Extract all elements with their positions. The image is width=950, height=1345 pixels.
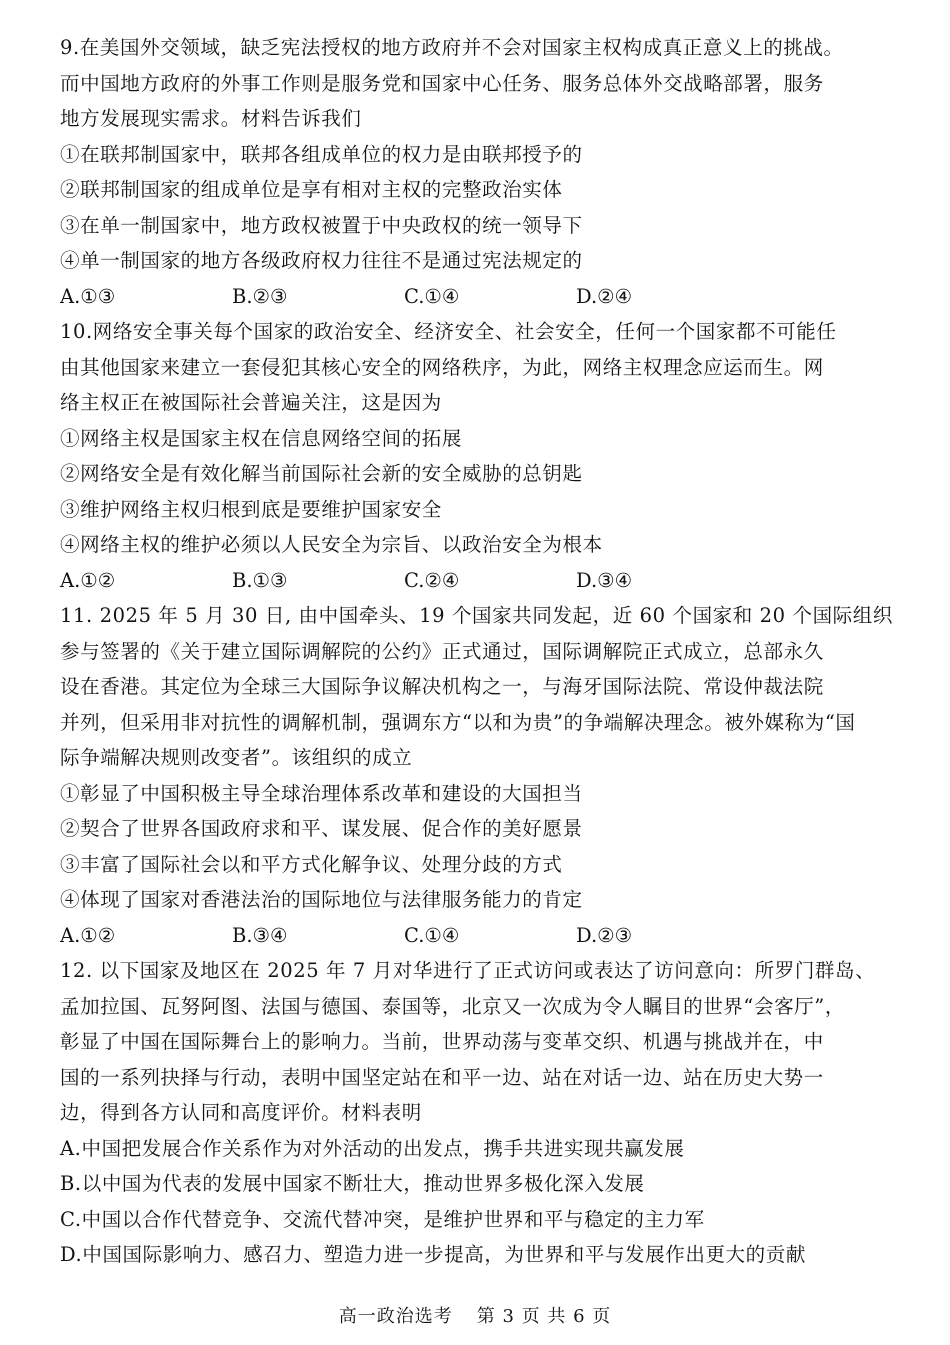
option-d: D.③④	[576, 568, 633, 592]
option-d: D.②④	[576, 284, 633, 308]
option-b: B.②③	[232, 284, 288, 308]
option-b: B.①③	[232, 568, 288, 592]
question-11-stem-line: 际争端解决规则改变者”。该组织的成立	[60, 746, 413, 769]
option-a: A.①②	[60, 568, 116, 592]
question-12-choice-b: B.以中国为代表的发展中国家不断壮大，推动世界多极化深入发展	[60, 1172, 645, 1195]
question-11-item: ④体现了国家对香港法治的国际地位与法律服务能力的肯定	[60, 888, 583, 911]
option-d: D.②③	[576, 923, 633, 947]
question-11	[60, 598, 893, 953]
question-10-options	[60, 563, 890, 599]
question-9-item: ①在联邦制国家中，联邦各组成单位的权力是由联邦授予的	[60, 142, 583, 166]
question-11-item: ①彰显了中国积极主导全球治理体系改革和建设的大国担当	[60, 781, 583, 805]
question-11-stem-line: 并列，但采用非对抗性的调解机制，强调东方“以和为贵”的争端解决理念。被外媒称为“国	[60, 710, 856, 734]
question-11-options	[60, 918, 890, 954]
question-12-stem-line: 边，得到各方认同和高度评价。材料表明	[60, 1101, 422, 1124]
footer-subject: 高一政治选考	[338, 1306, 453, 1327]
question-9-item: ④单一制国家的地方各级政府权力往往不是通过宪法规定的	[60, 249, 583, 272]
option-c: C.②④	[404, 568, 460, 592]
exam-page	[60, 30, 893, 1273]
question-11-item: ③丰富了国际社会以和平方式化解争议、处理分歧的方式	[60, 852, 563, 876]
question-9	[60, 30, 890, 314]
question-10-item: ②网络安全是有效化解当前国际社会新的安全威胁的总钥匙	[60, 462, 583, 485]
question-9-item: ②联邦制国家的组成单位是享有相对主权的完整政治实体	[60, 178, 563, 201]
option-c: C.①④	[404, 284, 460, 308]
question-9-item: ③在单一制国家中，地方政权被置于中央政权的统一领导下	[60, 213, 583, 237]
question-12-choice-a: A.中国把发展合作关系作为对外活动的出发点，携手共进实现共赢发展	[60, 1136, 685, 1160]
question-12-choice-d: D.中国国际影响力、感召力、塑造力进一步提高，为世界和平与发展作出更大的贡献	[60, 1243, 806, 1266]
question-11-stem-line: 11. 2025 年 5 月 30 日, 由中国牵头、19 个国家共同发起，近 60 个国家和 20 个国际组织	[60, 604, 893, 627]
question-9-stem-line: 9.在美国外交领域，缺乏宪法授权的地方政府并不会对国家主权构成真正意义上的挑战。	[60, 36, 844, 59]
question-12-choice-c: C.中国以合作代替竞争、交流代替冲突，是维护世界和平与稳定的主力军	[60, 1207, 705, 1231]
question-9-stem-line: 地方发展现实需求。材料告诉我们	[60, 107, 362, 130]
footer-page-number: 第 3 页 共 6 页	[476, 1306, 612, 1327]
question-10-item: ③维护网络主权归根到底是要维护国家安全	[60, 497, 442, 521]
question-10-item: ①网络主权是国家主权在信息网络空间的拓展	[60, 426, 463, 450]
option-a: A.①②	[60, 923, 116, 947]
question-12-stem-line: 国的一系列抉择与行动，表明中国坚定站在和平一边、站在对话一边、站在历史大势一	[60, 1065, 824, 1089]
question-10	[60, 314, 890, 598]
question-12-stem-line: 12. 以下国家及地区在 2025 年 7 月对华进行了正式访问或表达了访问意向：所罗门群岛、	[60, 959, 876, 982]
question-12-stem-line: 孟加拉国、瓦努阿图、法国与德国、泰国等，北京又一次成为令人瞩目的世界“会客厅”，	[60, 994, 845, 1018]
question-10-item: ④网络主权的维护必须以人民安全为宗旨、以政治安全为根本	[60, 533, 603, 556]
question-11-item: ②契合了世界各国政府求和平、谋发展、促合作的美好愿景	[60, 817, 583, 840]
page-footer	[0, 1302, 950, 1328]
question-11-stem-line: 参与签署的《关于建立国际调解院的公约》正式通过，国际调解院正式成立，总部永久	[60, 639, 824, 663]
question-10-stem-line: 络主权正在被国际社会普遍关注，这是因为	[60, 391, 442, 414]
option-b: B.③④	[232, 923, 288, 947]
question-12	[60, 953, 890, 1273]
question-10-stem-line: 10.网络安全事关每个国家的政治安全、经济安全、社会安全，任何一个国家都不可能任	[60, 320, 837, 343]
question-12-stem-line: 彰显了中国在国际舞台上的影响力。当前，世界动荡与变革交织、机遇与挑战并在，中	[60, 1030, 824, 1053]
question-11-stem-line: 设在香港。其定位为全球三大国际争议解决机构之一，与海牙国际法院、常设仲裁法院	[60, 675, 824, 698]
option-c: C.①④	[404, 923, 460, 947]
question-10-stem-line: 由其他国家来建立一套侵犯其核心安全的网络秩序，为此，网络主权理念应运而生。网	[60, 355, 824, 379]
question-9-stem-line: 而中国地方政府的外事工作则是服务党和国家中心任务、服务总体外交战略部署，服务	[60, 71, 824, 95]
question-9-options	[60, 279, 890, 315]
option-a: A.①③	[60, 284, 116, 308]
